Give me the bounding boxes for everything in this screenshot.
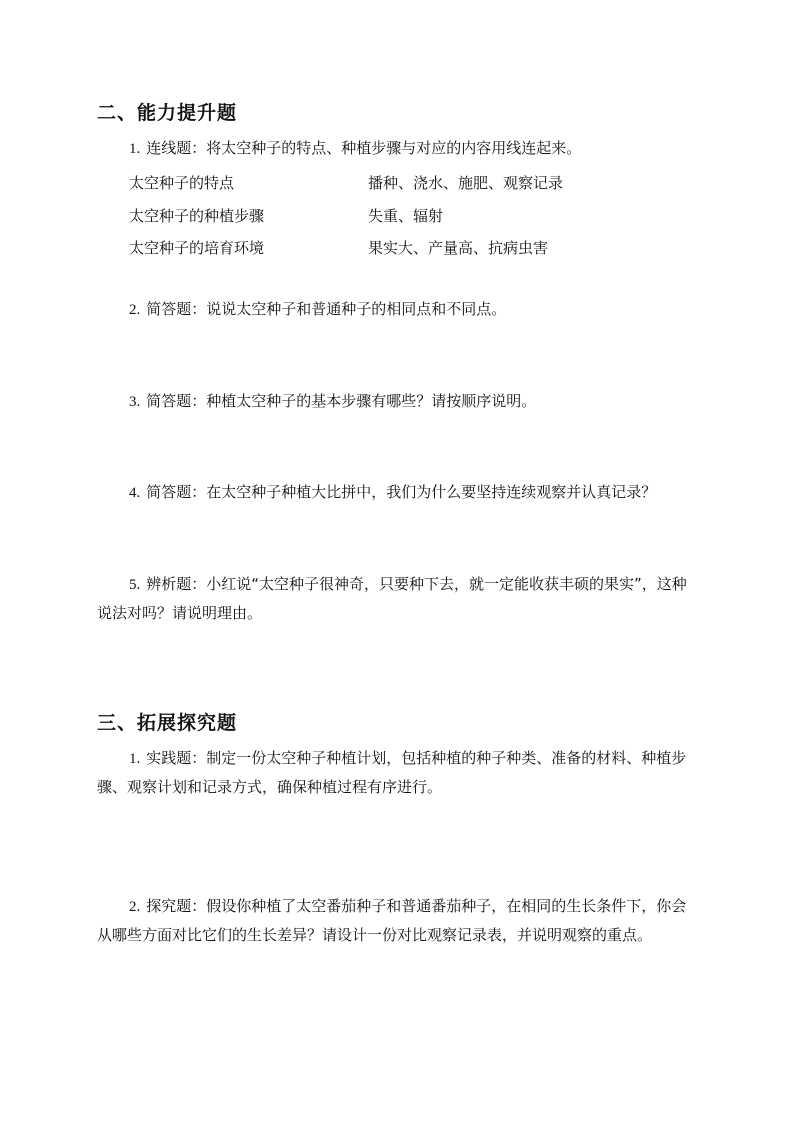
question-text: 实践题：制定一份太空种子种植计划，包括种植的种子种类、准备的材料、种植步骤、观察计划和记录方式，确保种植过程有序进行。 [97,749,687,796]
question-number: 2. [129,302,141,318]
question-4-short-answer [129,478,656,507]
match-right-item-2: 失重、辐射 [368,207,444,225]
question-2-short-answer [129,295,506,324]
question-2-inquiry [97,892,697,949]
match-left-item-1: 太空种子的特点 [129,174,235,192]
question-number: 1. [129,751,141,767]
question-number: 4. [129,485,141,501]
question-text: 简答题：说说太空种子和普通种子的相同点和不同点。 [146,300,507,318]
match-right-item-1: 播种、浇水、施肥、观察记录 [368,174,564,192]
question-number: 5. [129,577,141,593]
question-5-analysis [97,570,697,627]
question-3-short-answer [129,387,536,416]
question-1-practice [97,744,697,801]
question-1-matching [129,134,581,163]
section-heading-extension: 三、拓展探究题 [97,712,238,734]
section-heading-ability: 二、能力提升题 [97,102,238,124]
question-text: 简答题：种植太空种子的基本步骤有哪些？请按顺序说明。 [146,392,537,410]
question-text: 连线题：将太空种子的特点、种植步骤与对应的内容用线连起来。 [146,139,582,157]
question-text: 探究题：假设你种植了太空番茄种子和普通番茄种子，在相同的生长条件下，你会从哪些方面对比它们的生长差异？请设计一份对比观察记录表，并说明观察的重点。 [97,897,687,944]
match-left-item-3: 太空种子的培育环境 [129,239,265,257]
question-text: 辨析题：小红说“太空种子很神奇，只要种下去，就一定能收获丰硕的果实”，这种说法对吗？请说明理由。 [97,575,687,622]
question-number: 2. [129,899,141,915]
question-text: 简答题：在太空种子种植大比拼中，我们为什么要坚持连续观察并认真记录？ [146,483,657,501]
question-number: 1. [129,141,141,157]
match-right-item-3: 果实大、产量高、抗病虫害 [368,239,549,257]
question-number: 3. [129,394,141,410]
match-left-item-2: 太空种子的种植步骤 [129,207,265,225]
